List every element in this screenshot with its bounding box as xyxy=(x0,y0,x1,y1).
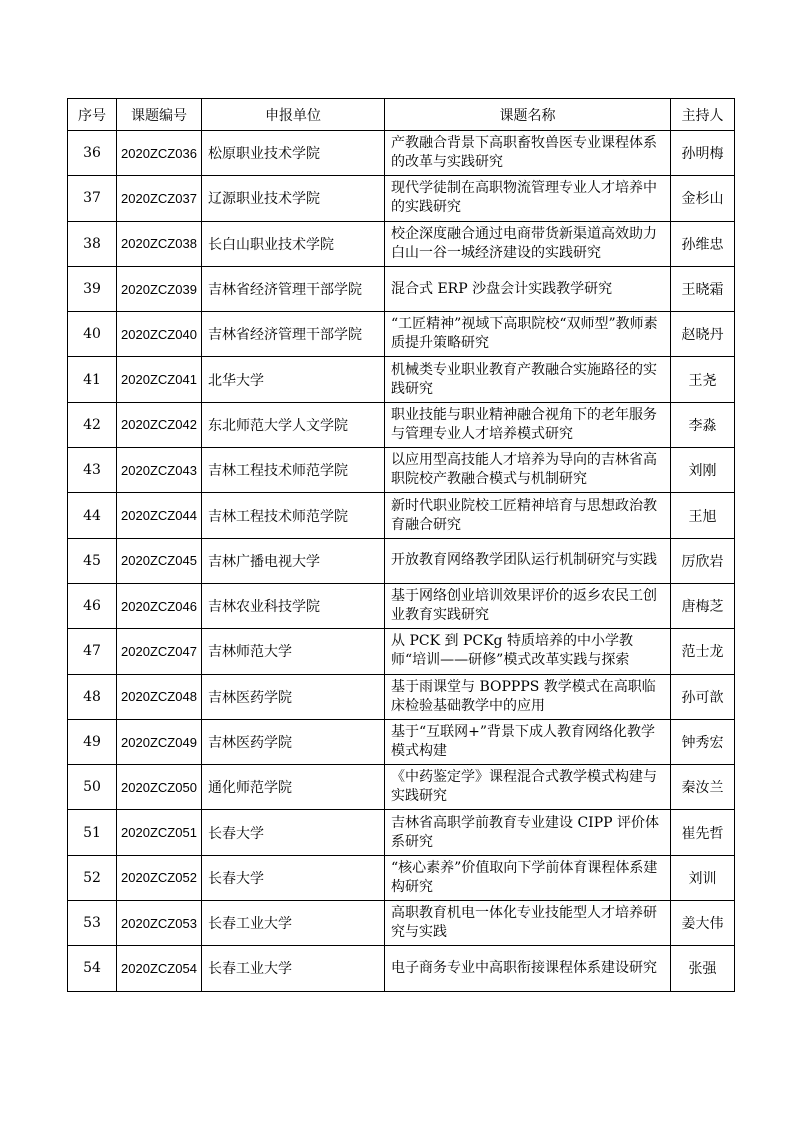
row-title: “工匠精神”视域下高职院校“双师型”教师素质提升策略研究 xyxy=(385,312,671,357)
row-code: 2020ZCZ042 xyxy=(117,402,202,447)
row-host: 孙可歆 xyxy=(671,674,735,719)
row-index: 49 xyxy=(68,719,117,764)
row-unit: 辽源职业技术学院 xyxy=(202,176,385,221)
table-row xyxy=(68,583,735,628)
row-code: 2020ZCZ048 xyxy=(117,674,202,719)
table-row xyxy=(68,448,735,493)
row-unit: 吉林师范大学 xyxy=(202,629,385,674)
row-unit: 吉林省经济管理干部学院 xyxy=(202,266,385,311)
row-code: 2020ZCZ050 xyxy=(117,765,202,810)
row-index: 39 xyxy=(68,266,117,311)
row-index: 46 xyxy=(68,583,117,628)
row-unit: 吉林工程技术师范学院 xyxy=(202,448,385,493)
row-host: 厉欣岩 xyxy=(671,538,735,583)
header-unit: 申报单位 xyxy=(202,99,385,131)
row-host: 王晓霜 xyxy=(671,266,735,311)
row-title: “核心素养”价值取向下学前体育课程体系建构研究 xyxy=(385,855,671,900)
row-host: 张强 xyxy=(671,946,735,991)
row-title: 基于雨课堂与 BOPPPS 教学模式在高职临床检验基础教学中的应用 xyxy=(385,674,671,719)
row-index: 54 xyxy=(68,946,117,991)
table-row xyxy=(68,901,735,946)
table-row xyxy=(68,176,735,221)
row-code: 2020ZCZ052 xyxy=(117,855,202,900)
row-title: 《中药鉴定学》课程混合式教学模式构建与实践研究 xyxy=(385,765,671,810)
table-row xyxy=(68,765,735,810)
table-row xyxy=(68,719,735,764)
row-code: 2020ZCZ054 xyxy=(117,946,202,991)
row-host: 钟秀宏 xyxy=(671,719,735,764)
row-index: 45 xyxy=(68,538,117,583)
table-row xyxy=(68,266,735,311)
row-title: 校企深度融合通过电商带货新渠道高效助力白山一谷一城经济建设的实践研究 xyxy=(385,221,671,266)
row-host: 唐梅芝 xyxy=(671,583,735,628)
row-title: 现代学徒制在高职物流管理专业人才培养中的实践研究 xyxy=(385,176,671,221)
row-code: 2020ZCZ037 xyxy=(117,176,202,221)
row-host: 秦汝兰 xyxy=(671,765,735,810)
row-title: 基于网络创业培训效果评价的返乡农民工创业教育实践研究 xyxy=(385,583,671,628)
header-host: 主持人 xyxy=(671,99,735,131)
row-host: 孙明梅 xyxy=(671,131,735,176)
row-title: 高职教育机电一体化专业技能型人才培养研究与实践 xyxy=(385,901,671,946)
row-code: 2020ZCZ047 xyxy=(117,629,202,674)
row-unit: 吉林工程技术师范学院 xyxy=(202,493,385,538)
row-host: 范士龙 xyxy=(671,629,735,674)
table-row xyxy=(68,538,735,583)
row-code: 2020ZCZ040 xyxy=(117,312,202,357)
row-index: 42 xyxy=(68,402,117,447)
row-title: 混合式 ERP 沙盘会计实践教学研究 xyxy=(385,266,671,311)
row-host: 赵晓丹 xyxy=(671,312,735,357)
project-table xyxy=(67,98,735,992)
row-index: 52 xyxy=(68,855,117,900)
header-code: 课题编号 xyxy=(117,99,202,131)
row-host: 金杉山 xyxy=(671,176,735,221)
row-index: 53 xyxy=(68,901,117,946)
row-index: 51 xyxy=(68,810,117,855)
row-code: 2020ZCZ044 xyxy=(117,493,202,538)
row-index: 48 xyxy=(68,674,117,719)
row-unit: 长春大学 xyxy=(202,855,385,900)
table-row xyxy=(68,131,735,176)
table-row xyxy=(68,674,735,719)
table-row xyxy=(68,810,735,855)
row-code: 2020ZCZ045 xyxy=(117,538,202,583)
table-row xyxy=(68,402,735,447)
table-row xyxy=(68,946,735,991)
table-row xyxy=(68,493,735,538)
row-host: 刘训 xyxy=(671,855,735,900)
row-index: 43 xyxy=(68,448,117,493)
row-unit: 长春工业大学 xyxy=(202,946,385,991)
row-index: 44 xyxy=(68,493,117,538)
row-title: 电子商务专业中高职衔接课程体系建设研究 xyxy=(385,946,671,991)
row-index: 38 xyxy=(68,221,117,266)
table-row xyxy=(68,312,735,357)
row-code: 2020ZCZ053 xyxy=(117,901,202,946)
row-unit: 长春工业大学 xyxy=(202,901,385,946)
row-unit: 吉林医药学院 xyxy=(202,719,385,764)
row-code: 2020ZCZ046 xyxy=(117,583,202,628)
row-title: 基于“互联网+”背景下成人教育网络化教学模式构建 xyxy=(385,719,671,764)
row-index: 41 xyxy=(68,357,117,402)
table-row xyxy=(68,629,735,674)
row-index: 40 xyxy=(68,312,117,357)
row-host: 李淼 xyxy=(671,402,735,447)
row-unit: 吉林医药学院 xyxy=(202,674,385,719)
row-unit: 松原职业技术学院 xyxy=(202,131,385,176)
row-unit: 吉林广播电视大学 xyxy=(202,538,385,583)
row-title: 以应用型高技能人才培养为导向的吉林省高职院校产教融合模式与机制研究 xyxy=(385,448,671,493)
table-header-row xyxy=(68,99,735,131)
row-host: 崔先哲 xyxy=(671,810,735,855)
table-row xyxy=(68,221,735,266)
row-unit: 东北师范大学人文学院 xyxy=(202,402,385,447)
row-unit: 长春大学 xyxy=(202,810,385,855)
row-code: 2020ZCZ051 xyxy=(117,810,202,855)
row-index: 50 xyxy=(68,765,117,810)
row-title: 机械类专业职业教育产教融合实施路径的实践研究 xyxy=(385,357,671,402)
table-row xyxy=(68,357,735,402)
row-code: 2020ZCZ039 xyxy=(117,266,202,311)
row-unit: 北华大学 xyxy=(202,357,385,402)
row-title: 开放教育网络教学团队运行机制研究与实践 xyxy=(385,538,671,583)
row-code: 2020ZCZ041 xyxy=(117,357,202,402)
row-title: 新时代职业院校工匠精神培育与思想政治教育融合研究 xyxy=(385,493,671,538)
row-host: 王旭 xyxy=(671,493,735,538)
row-code: 2020ZCZ036 xyxy=(117,131,202,176)
row-unit: 吉林农业科技学院 xyxy=(202,583,385,628)
row-title: 吉林省高职学前教育专业建设 CIPP 评价体系研究 xyxy=(385,810,671,855)
row-host: 姜大伟 xyxy=(671,901,735,946)
row-title: 职业技能与职业精神融合视角下的老年服务与管理专业人才培养模式研究 xyxy=(385,402,671,447)
row-index: 37 xyxy=(68,176,117,221)
row-code: 2020ZCZ043 xyxy=(117,448,202,493)
header-title: 课题名称 xyxy=(385,99,671,131)
header-index: 序号 xyxy=(68,99,117,131)
row-host: 孙维忠 xyxy=(671,221,735,266)
row-host: 王尧 xyxy=(671,357,735,402)
row-code: 2020ZCZ038 xyxy=(117,221,202,266)
row-code: 2020ZCZ049 xyxy=(117,719,202,764)
row-index: 47 xyxy=(68,629,117,674)
row-index: 36 xyxy=(68,131,117,176)
row-unit: 吉林省经济管理干部学院 xyxy=(202,312,385,357)
row-unit: 通化师范学院 xyxy=(202,765,385,810)
row-title: 产教融合背景下高职畜牧兽医专业课程体系的改革与实践研究 xyxy=(385,131,671,176)
row-host: 刘刚 xyxy=(671,448,735,493)
row-title: 从 PCK 到 PCKg 特质培养的中小学教师“培训——研修”模式改革实践与探索 xyxy=(385,629,671,674)
row-unit: 长白山职业技术学院 xyxy=(202,221,385,266)
table-row xyxy=(68,855,735,900)
